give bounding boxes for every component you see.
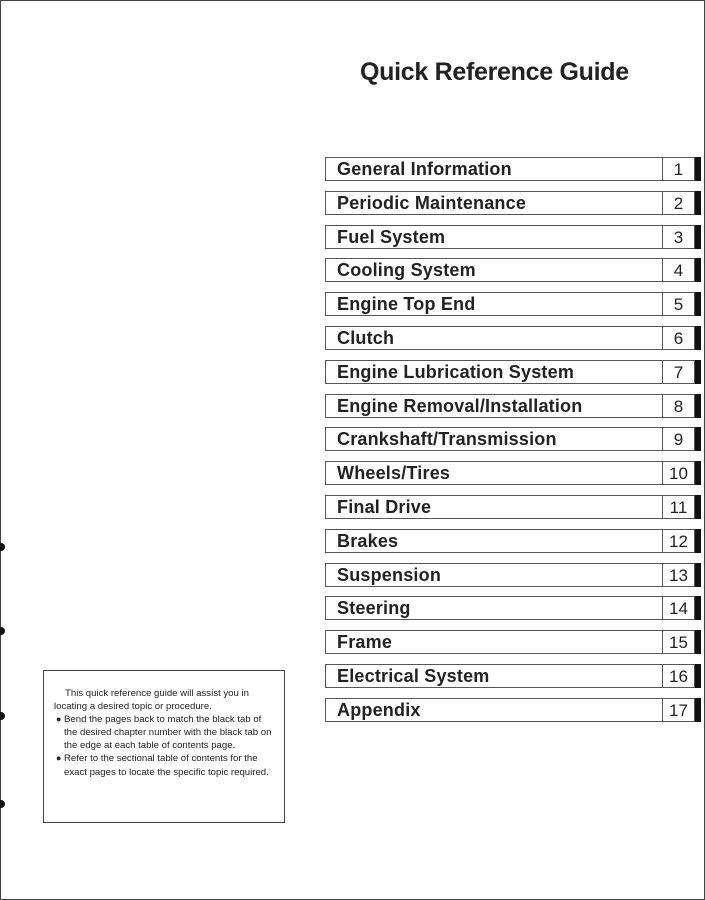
toc-row-fuel-system[interactable]: [325, 225, 695, 249]
toc-label: Fuel System: [337, 226, 446, 247]
black-tab-marker: [695, 225, 701, 249]
toc-row-crankshaft-transmission[interactable]: [325, 427, 695, 451]
toc-row-engine-removal-installation[interactable]: [325, 394, 695, 418]
toc-number: 10: [662, 462, 694, 484]
black-tab-marker: [695, 191, 701, 215]
toc-label: Brakes: [337, 530, 399, 551]
toc-row-suspension[interactable]: [325, 563, 695, 587]
toc-row-general-information[interactable]: [325, 157, 695, 181]
note-bullet-text: Refer to the sectional table of contents for the exact pages to locate the specific topic required.: [64, 753, 269, 778]
bullet-icon: ●: [56, 714, 62, 725]
toc-label: Engine Top End: [337, 294, 476, 315]
toc-label: Periodic Maintenance: [337, 192, 527, 213]
toc-label: Crankshaft/Transmission: [337, 429, 557, 450]
black-tab-marker: [695, 394, 701, 418]
toc-label: Suspension: [337, 564, 442, 585]
black-tab-marker: [695, 292, 701, 316]
toc-label: Cooling System: [337, 260, 476, 281]
toc-number: 12: [662, 530, 694, 552]
toc-label: Steering: [337, 598, 411, 619]
toc-row-final-drive[interactable]: [325, 495, 695, 519]
toc-number: 8: [662, 395, 694, 417]
black-tab-marker: [695, 461, 701, 485]
toc-row-frame[interactable]: [325, 630, 695, 654]
toc-row-steering[interactable]: [325, 596, 695, 620]
toc-label: Wheels/Tires: [337, 463, 451, 484]
toc-row-periodic-maintenance[interactable]: [325, 191, 695, 215]
toc-number: 13: [662, 564, 694, 586]
toc-row-cooling-system[interactable]: [325, 258, 695, 282]
note-bullet-text: Bend the pages back to match the black tab of the desired chapter number with the black tab on the edge at each table of contents page.: [64, 714, 272, 752]
black-tab-marker: [695, 529, 701, 553]
note-bullet: [54, 713, 274, 752]
toc-number: 15: [662, 631, 694, 653]
toc-label: General Information: [337, 159, 512, 179]
black-tab-marker: [695, 360, 701, 384]
note-intro: This quick reference guide will assist you in locating a desired topic or procedure.: [54, 688, 249, 713]
toc-row-electrical-system[interactable]: [325, 664, 695, 688]
toc-number: 17: [662, 699, 694, 721]
black-tab-marker: [695, 596, 701, 620]
black-tab-marker: [695, 495, 701, 519]
toc-number: 9: [662, 428, 694, 450]
black-tab-marker: [695, 698, 701, 722]
toc-number: 5: [662, 293, 694, 315]
toc-label: Electrical System: [337, 665, 490, 686]
toc-label: Clutch: [337, 327, 395, 348]
black-tab-marker: [695, 326, 701, 350]
toc-row-appendix[interactable]: [325, 698, 695, 722]
toc-row-engine-lubrication-system[interactable]: [325, 360, 695, 384]
note-bullet: [54, 752, 274, 778]
toc-label: Engine Lubrication System: [337, 361, 575, 382]
toc-number: 1: [662, 158, 694, 180]
toc-row-engine-top-end[interactable]: [325, 292, 695, 316]
toc-number: 11: [662, 496, 694, 518]
toc-row-wheels-tires[interactable]: [325, 461, 695, 485]
black-tab-marker: [695, 157, 701, 181]
toc-number: 7: [662, 361, 694, 383]
toc-row-brakes[interactable]: [325, 529, 695, 553]
toc-number: 6: [662, 327, 694, 349]
black-tab-marker: [695, 630, 701, 654]
toc-label: Appendix: [337, 699, 421, 720]
toc-number: 16: [662, 665, 694, 687]
black-tab-marker: [695, 258, 701, 282]
toc-number: 4: [662, 259, 694, 281]
toc-number: 3: [662, 226, 694, 248]
toc-number: 14: [662, 597, 694, 619]
toc-label: Engine Removal/Installation: [337, 395, 583, 416]
usage-note-box: [43, 670, 285, 823]
toc-label: Frame: [337, 632, 393, 653]
black-tab-marker: [695, 427, 701, 451]
page-title: Quick Reference Guide: [360, 58, 629, 86]
toc-number: 2: [662, 192, 694, 214]
bullet-icon: ●: [56, 753, 62, 764]
toc-row-clutch[interactable]: [325, 326, 695, 350]
table-of-contents: [325, 157, 695, 732]
black-tab-marker: [695, 664, 701, 688]
toc-label: Final Drive: [337, 496, 432, 517]
black-tab-marker: [695, 563, 701, 587]
